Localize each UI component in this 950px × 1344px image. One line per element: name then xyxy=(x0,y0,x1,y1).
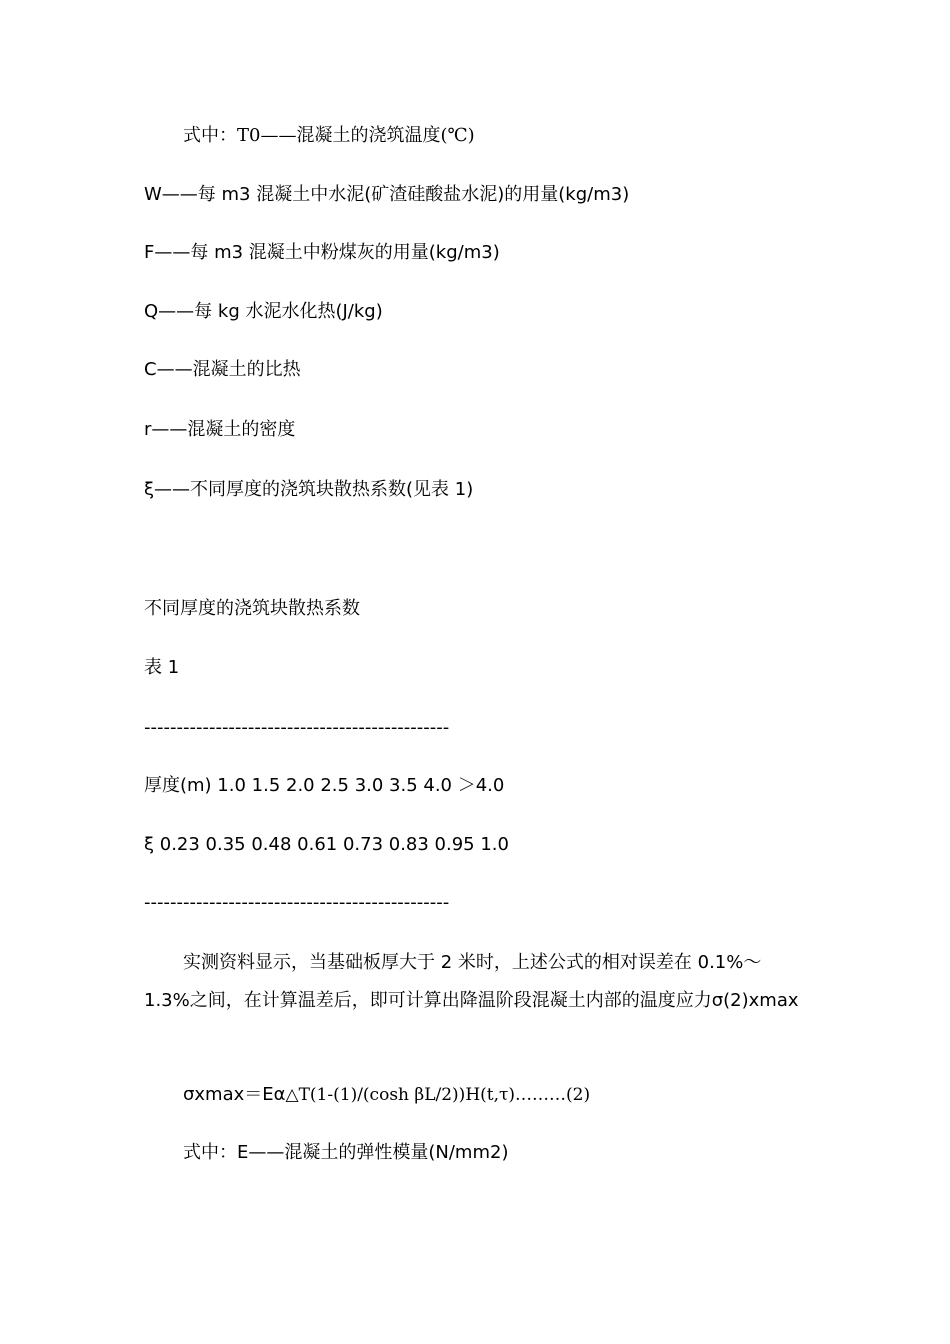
definition-f: F——每 m3 混凝土中粉煤灰的用量(kg/m3) xyxy=(144,242,500,263)
definition-w: W——每 m3 混凝土中水泥(矿渣硅酸盐水泥)的用量(kg/m3) xyxy=(144,184,630,205)
table-caption: 不同厚度的浇筑块散热系数 xyxy=(144,598,360,619)
table-row-xi: ξ 0.23 0.35 0.48 0.61 0.73 0.83 0.95 1.0 xyxy=(144,834,509,855)
formula2-rhs: △T(1-(1)/(cosh βL/2))H(t,τ)………(2) xyxy=(285,1085,591,1105)
table-rule-bottom: ----------------------------------------------- xyxy=(144,892,450,913)
formula2-line xyxy=(183,1083,590,1107)
formula2-where-line: 式中：E——混凝土的弹性模量(N/mm2) xyxy=(183,1142,509,1163)
formula1-where-line: 式中：T0——混凝土的浇筑温度(℃) xyxy=(183,125,475,146)
table-rule-top: ----------------------------------------------- xyxy=(144,717,450,738)
definition-r: r——混凝土的密度 xyxy=(144,419,296,440)
table-row-thickness: 厚度(m) 1.0 1.5 2.0 2.5 3.0 3.5 4.0 ＞4.0 xyxy=(144,775,505,796)
definition-q: Q——每 kg 水泥水化热(J/kg) xyxy=(144,301,383,322)
body-paragraph: 实测资料显示，当基础板厚大于 2 米时，上述公式的相对误差在 0.1%～1.3%之间，在计算温差后，即可计算出降温阶段混凝土内部的温度应力σ(2)xmax xyxy=(144,952,799,1011)
definition-c: C——混凝土的比热 xyxy=(144,359,301,380)
definition-xi: ξ——不同厚度的浇筑块散热系数(见表 1) xyxy=(144,479,474,500)
table-label: 表 1 xyxy=(144,657,180,678)
formula2-lhs: σxmax＝Eα xyxy=(183,1084,286,1105)
